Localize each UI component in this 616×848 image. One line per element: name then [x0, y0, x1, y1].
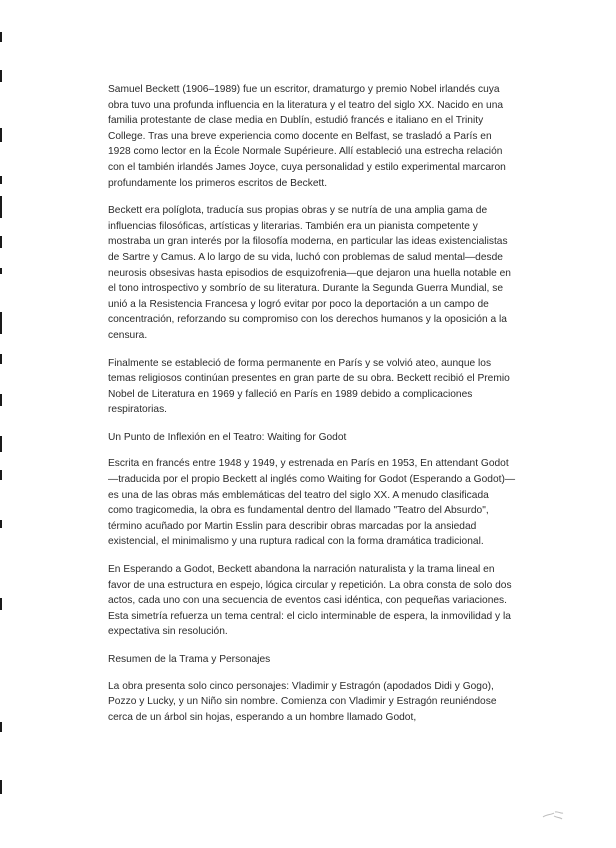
paragraph-godot-intro: Escrita en francés entre 1948 y 1949, y estrenada en París en 1953, En attendant Godot—traducida por el propio Beckett al inglés como Waiting for Godot (Esperando a Godot)—es una de las obras más emblemáticas del teatro del siglo XX. A menudo clasificada como tragicomedia, la obra es fundamental dentro del llamado "Teatro del Absurdo", término acuñado por Martin Esslin para describir obras marcadas por la ansiedad existencial, el minimalismo y una ruptura radical con la forma dramática tradicional. [108, 458, 516, 548]
scan-edge-mark [0, 780, 2, 794]
paragraph-influences: Beckett era políglota, traducía sus propias obras y se nutría de una amplia gama de influencias filosóficas, artísticas y literarias. También era un pianista competente y mostraba un gran interés por la filosofía moderna, en particular las ideas existencialistas de Sartre y Camus. A lo largo de su vida, luchó con problemas de salud mental—desde neurosis obsesivas hasta episodios de esquizofrenia—que dejaron una huella notable en el tono introspectivo y sombrío de su literatura. Durante la Segunda Guerra Mundial, se unió a la Resistencia Francesa y logró evitar por poco la deportación a un campo de concentración, reforzando su compromiso con los derechos humanos y la oposición a la censura. [108, 205, 511, 341]
scan-edge-mark [0, 268, 2, 274]
scan-edge-mark [0, 436, 2, 452]
paragraph-plot-characters: La obra presenta solo cinco personajes: Vladimir y Estragón (apodados Didi y Gogo), Pozzo y Lucky, y un Niño sin nombre. Comienza con Vladimir y Estragón reuniéndose cerca de un árbol sin hojas, esperando a un hombre llamado Godot, [108, 680, 497, 723]
paragraph-godot-structure: En Esperando a Godot, Beckett abandona la narración naturalista y la trama lineal en favor de una estructura en espejo, lógica circular y repetición. La obra consta de solo dos actos, cada uno con una secuencia de eventos casi idéntica, con pequeñas variaciones. Esta simetría refuerza un tema central: el ciclo interminable de espera, la inmovilidad y la expectativa sin resolución. [108, 564, 512, 638]
scan-edge-mark [0, 32, 2, 42]
scan-edge-mark [0, 70, 2, 82]
page-corner-mark-icon [540, 808, 566, 822]
scan-edge-mark [0, 236, 2, 248]
scan-edge-mark [0, 520, 2, 528]
document-body [108, 82, 516, 737]
scan-edge-mark [0, 128, 2, 142]
section-heading-godot: Un Punto de Inflexión en el Teatro: Waiting for Godot [108, 431, 347, 443]
scan-edge-mark [0, 722, 2, 732]
scan-edge-mark [0, 312, 2, 334]
scan-edge-mark [0, 598, 2, 610]
scan-edge-mark [0, 470, 2, 480]
scan-edge-mark [0, 176, 2, 184]
scan-edge-mark [0, 196, 2, 218]
scan-edge-mark [0, 394, 2, 406]
section-heading-plot: Resumen de la Trama y Personajes [108, 654, 271, 665]
paragraph-biography: Samuel Beckett (1906–1989) fue un escritor, dramaturgo y premio Nobel irlandés cuya obra tuvo una profunda influencia en la literatura y el teatro del siglo XX. Nacido en una familia protestante de clase media en Dublín, estudió francés e italiano en el Trinity College. Tras una breve experiencia como docente en Belfast, se trasladó a París en 1928 como lector en la École Normale Supérieure. Allí estableció una estrecha relación con el también irlandés James Joyce, cuya personalidad y estilo experimental marcaron profundamente los primeros escritos de Beckett. [108, 84, 506, 189]
scan-edge-mark [0, 354, 2, 364]
paragraph-later-life: Finalmente se estableció de forma permanente en París y se volvió ateo, aunque los temas religiosos continúan presentes en gran parte de su obra. Beckett recibió el Premio Nobel de Literatura en 1969 y falleció en París en 1989 debido a complicaciones respiratorias. [108, 357, 510, 416]
